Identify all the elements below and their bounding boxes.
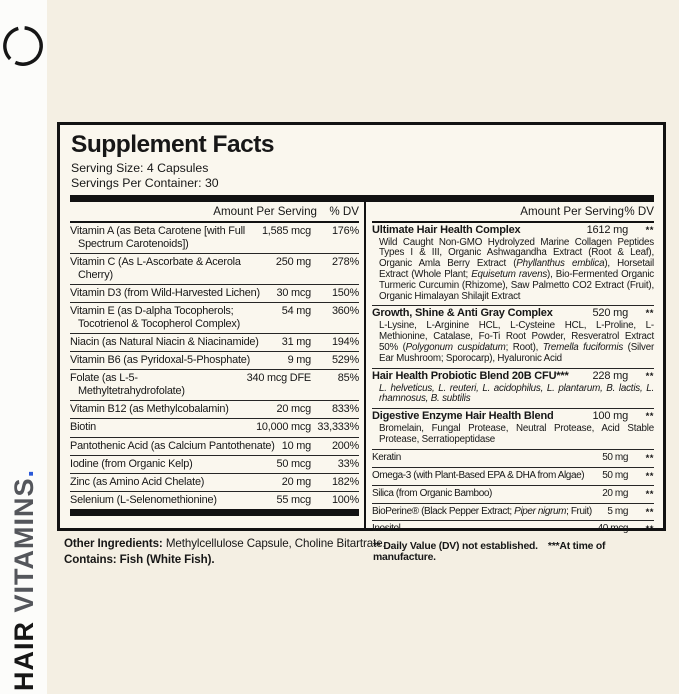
text-segment: ), Horsetail Extract (Whole Plant;: [379, 258, 654, 280]
row-name: [372, 452, 602, 465]
blend-dv: **: [645, 224, 654, 236]
right-column-header: [372, 202, 654, 223]
text-segment: L-Lysine, L-Arginine HCL, L-Cysteine HCL, L-Proline, L-Methionine, Catalase, Fo-Ti Root Powder, Resveratrol Extract 50% (: [379, 320, 654, 353]
latin-name: Phyllanthus emblica: [516, 258, 605, 270]
text-segment: Omega-3 (with Plant-Based EPA & DHA from Algae): [372, 469, 585, 481]
table-row: [70, 455, 359, 473]
row-amount: 30 mcg: [276, 286, 311, 299]
row-dv: 150%: [331, 286, 359, 299]
table-row: [70, 491, 359, 509]
latin-name: Equisetum ravens: [471, 268, 548, 280]
blend-ingredients: [372, 237, 654, 304]
row-amount: 50 mcg: [276, 457, 311, 470]
other-ingredients-label: Other Ingredients:: [64, 537, 163, 550]
text-segment: Silica (from Organic Bamboo): [372, 487, 492, 499]
other-ingredients-text: Methylcellulose Capsule, Choline Bitartrate.: [162, 537, 386, 550]
blend-header: [372, 307, 654, 320]
product-name-hair: HAIR: [9, 621, 39, 691]
blend-ingredients: [372, 423, 654, 447]
other-ingredients-line: [64, 536, 386, 552]
row-dv: 833%: [331, 403, 359, 416]
row-amount: 10,000 mcg: [256, 421, 311, 434]
row-amount: 31 mg: [281, 336, 311, 349]
blend-amount: 100 mg: [592, 410, 628, 423]
table-row: [372, 485, 654, 503]
row-dv: **: [645, 470, 654, 482]
blend-name: Growth, Shine & Anti Gray Complex: [372, 307, 553, 320]
time-of-manufacture-note: ***At time of manufacture.: [373, 541, 606, 564]
blend-section: [372, 368, 654, 409]
blend-name: Hair Health Probiotic Blend 20B CFU***: [372, 369, 569, 382]
table-row: [372, 449, 654, 467]
left-column-header: [70, 202, 359, 223]
blend-name: Ultimate Hair Health Complex: [372, 223, 521, 236]
table-row: [70, 437, 359, 455]
blend-section: [372, 305, 654, 367]
panel-title: Supplement Facts: [71, 131, 275, 158]
dv-not-established-note: ** Daily Value (DV) not established.: [373, 541, 538, 553]
row-amount: 54 mg: [281, 304, 311, 317]
label-footer: [64, 536, 386, 567]
latin-name: L. helveticus, L. reuteri, L. acidophilus, L. plantarum, B. lactis, L. rhamnosus, B. subtilis: [379, 382, 654, 405]
row-amount: 9 mg: [287, 354, 311, 367]
blend-header: [372, 410, 654, 423]
blend-header: [372, 224, 654, 237]
row-dv: 182%: [331, 475, 359, 488]
row-dv: 176%: [331, 224, 359, 237]
blend-amount: 1612 mg: [586, 223, 628, 236]
row-amount: 340 mcg DFE: [246, 372, 311, 385]
row-name: [372, 470, 602, 483]
row-dv: 360%: [331, 304, 359, 317]
blend-section: [372, 223, 654, 306]
table-row: [70, 333, 359, 351]
text-segment: (Silver Ear Mushroom; Sporocarp), Hyaluronic Acid: [379, 342, 655, 364]
blend-header: [372, 370, 654, 383]
footnote: [372, 538, 654, 567]
brand-period: .: [9, 468, 39, 478]
percent-dv-header: % DV: [624, 204, 654, 218]
latin-name: Polygonum cuspidatum: [405, 342, 506, 353]
row-dv: 529%: [331, 354, 359, 367]
table-row: [70, 369, 359, 400]
row-dv: **: [645, 506, 654, 518]
table-row: [70, 418, 359, 436]
row-amount: 1,585 mcg: [261, 224, 311, 237]
row-name: [372, 523, 598, 536]
product-name-vitamins: VITAMINS: [9, 477, 39, 621]
table-row: [372, 467, 654, 485]
amount-per-serving-header: Amount Per Serving: [213, 204, 317, 218]
text-segment: ; Root),: [505, 342, 543, 353]
row-amount: 55 mcg: [276, 493, 311, 506]
table-row: [70, 223, 359, 253]
latin-name: Piper nigrum: [514, 505, 567, 517]
table-row: [70, 253, 359, 284]
text-segment: Inositol: [372, 523, 401, 535]
row-amount: 20 mg: [602, 487, 628, 499]
table-row: [70, 351, 359, 369]
percent-dv-header: % DV: [329, 204, 359, 218]
vertical-product-name: [9, 469, 40, 691]
header-divider-bar: [70, 195, 654, 202]
blend-dv: **: [645, 411, 654, 423]
row-amount: 10 mg: [281, 439, 311, 452]
row-amount: 250 mg: [275, 255, 311, 268]
text-segment: ), Bio-Fermented Organic Turmeric Curcumin (Rhizome), Saw Palmetto CO2 Extract (Fruit), Organic Himalayan Shilajit Extract: [379, 268, 654, 302]
blend-name: Digestive Enzyme Hair Health Blend: [372, 410, 554, 423]
text-segment: Wild Caught Non-GMO Hydrolyzed Marine Collagen Peptides Types I & III, Organic Ashwagandha Extract (Root & Leaf), Organic Amla Berry Extract (: [379, 236, 654, 270]
vitamins-column: [70, 202, 366, 530]
nutrient-rows: [70, 223, 359, 509]
row-name: Iodine (from Organic Kelp): [70, 457, 193, 470]
blend-ingredients: [372, 320, 654, 365]
text-segment: Bromelain, Fungal Protease, Neutral Protease, Acid Stable Protease, Serratiopeptidase: [379, 423, 654, 446]
contains-text: Contains: Fish (White Fish).: [64, 552, 215, 566]
table-row: [70, 284, 359, 302]
row-name: Zinc (as Amino Acid Chelate): [70, 475, 205, 488]
text-segment: BioPerine® (Black Pepper Extract;: [372, 505, 515, 517]
amount-per-serving-header: Amount Per Serving: [520, 204, 624, 218]
row-amount: 50 mg: [602, 469, 628, 481]
row-name: Vitamin B12 (as Methylcobalamin): [70, 403, 229, 416]
row-dv: 200%: [331, 439, 359, 452]
row-amount: 40 mcg: [597, 523, 628, 535]
row-name: Vitamin B6 (as Pyridoxal-5-Phosphate): [70, 354, 251, 367]
table-row: [70, 302, 359, 333]
row-name: Vitamin D3 (from Wild-Harvested Lichen): [70, 286, 260, 299]
row-amount: 5 mg: [607, 505, 628, 517]
table-row: [70, 400, 359, 418]
blend-amount: 520 mg: [592, 307, 628, 320]
table-row: [372, 520, 654, 538]
text-segment: Keratin: [372, 451, 401, 463]
row-dv: 100%: [331, 493, 359, 506]
blend-amount: 228 mg: [592, 369, 628, 382]
blend-ingredients: [372, 383, 654, 407]
broken-circle-logo: [1, 24, 45, 68]
row-name: Pantothenic Acid (as Calcium Pantothenate): [70, 439, 275, 452]
complexes-column: [366, 202, 655, 564]
blend-rows: [372, 223, 654, 539]
row-name: Biotin: [70, 421, 97, 434]
table-row: [70, 473, 359, 491]
serving-size: Serving Size: 4 Capsules: [71, 161, 209, 175]
blend-dv: **: [645, 308, 654, 320]
text-segment: ; Fruit): [566, 505, 592, 517]
row-dv: 33,333%: [317, 421, 359, 434]
row-dv: 278%: [331, 255, 359, 268]
blend-dv: **: [645, 370, 654, 382]
row-amount: 50 mg: [602, 451, 628, 463]
row-dv: **: [645, 524, 654, 536]
blend-section: [372, 408, 654, 449]
row-amount: 20 mcg: [276, 403, 311, 416]
left-bottom-bar: [70, 509, 359, 516]
table-row: [372, 503, 654, 521]
row-dv: **: [645, 488, 654, 500]
row-dv: **: [645, 452, 654, 464]
row-name: [372, 488, 602, 501]
row-name: Niacin (as Natural Niacin & Niacinamide): [70, 336, 259, 349]
row-dv: 85%: [337, 372, 359, 385]
row-dv: 33%: [337, 457, 359, 470]
row-name: Vitamin C (As L-Ascorbate & Acerola Cherry): [70, 255, 241, 281]
latin-name: Tremella fuciformis: [542, 342, 624, 353]
row-name: Selenium (L-Selenomethionine): [70, 493, 217, 506]
row-name: [372, 506, 607, 519]
row-name: Vitamin A (as Beta Carotene [with Full Spectrum Carotenoids]): [70, 224, 246, 250]
contains-line: [64, 552, 386, 568]
servings-per-container: Servings Per Container: 30: [71, 175, 219, 190]
row-amount: 20 mg: [281, 475, 311, 488]
row-dv: 194%: [331, 336, 359, 349]
row-name: Vitamin E (as D-alpha Tocopherols; Tocotrienol & Tocopherol Complex): [70, 304, 241, 330]
row-name: Folate (as L-5-Methyltetrahydrofolate): [70, 372, 185, 398]
